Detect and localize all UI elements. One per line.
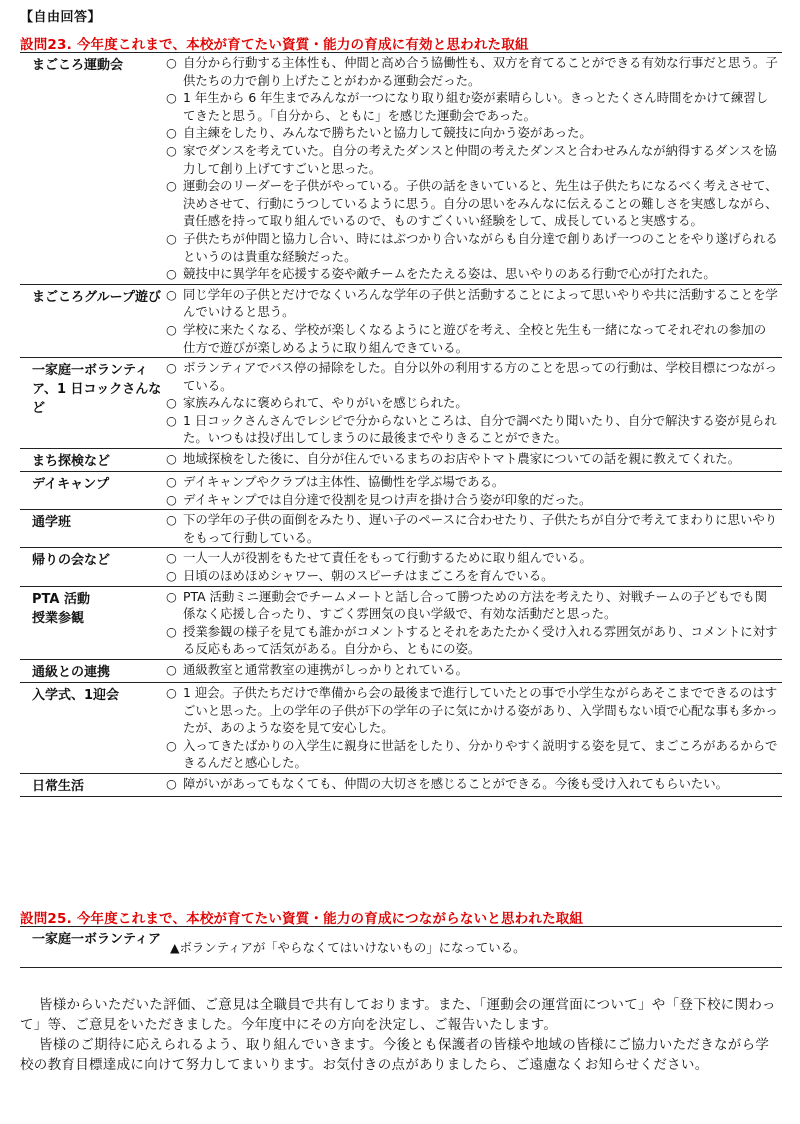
category-cell: 日常生活 (20, 773, 166, 796)
answer-item (166, 359, 778, 394)
table-row (20, 548, 782, 586)
circle-bullet-icon: ○ (166, 178, 177, 194)
table-row (20, 773, 782, 796)
answer-text: 授業参観の様子を見ても誰かがコメントするとそれをあたたかく受け入れる雰囲気があり、コメントに対する反応もあって活気がある。自分から、ともにの姿。 (183, 623, 778, 657)
table-row (20, 927, 782, 968)
circle-bullet-icon: ○ (166, 451, 177, 467)
answer-item (166, 511, 778, 546)
answer-cell (166, 683, 782, 774)
answer-cell (166, 548, 782, 586)
answer-item: ▲ボランティアが「やらなくてはいけないもの」になっている。 (170, 940, 526, 955)
circle-bullet-icon: ○ (166, 474, 177, 490)
circle-bullet-icon: ○ (166, 512, 177, 528)
answer-item (166, 230, 778, 265)
answer-item (166, 321, 778, 356)
answer-item (166, 473, 778, 491)
answer-cell (166, 53, 782, 285)
circle-bullet-icon: ○ (166, 266, 177, 282)
answer-text: 自分から行動する主体性も、仲間と高め合う協働性も、双方を育てることができる有効な行事だと思う。子供たちの力で創り上げたことがわかる運動会だった。 (183, 55, 778, 88)
answer-text: デイキャンプでは自分達で役割を見つけ声を掛け合う姿が印象的だった。 (183, 491, 592, 507)
answer-cell (166, 510, 782, 548)
answer-text: 地域探検をした後に、自分が住んでいるまちのお店やトマト農家についての話を親に教えてくれた。 (183, 451, 741, 467)
answer-item (166, 588, 778, 623)
answer-text: PTA 活動ミニ運動会でチームメートと話し合って勝つための方法を考えたり、対戦チームの子どもでも関係なく応援し合ったり、すごく雰囲気の良い学級で、有効な活動だと思った。 (183, 588, 768, 622)
category-cell: 帰りの会など (20, 548, 166, 586)
category-cell: まごころ運動会 (20, 53, 166, 285)
table-row (20, 449, 782, 472)
answer-text: 1 日コックさんさんでレシピで分からないところは、自分で調べたり聞いたり、自分で解決する姿が見られた。いつもは投げ出してしまうのに最後までやりきることができた。 (183, 412, 777, 446)
circle-bullet-icon: ○ (166, 623, 177, 639)
answer-item (166, 394, 778, 412)
table-row (20, 53, 782, 285)
category-cell: 一家庭一ボランティア (20, 927, 166, 968)
answer-item (166, 412, 778, 447)
answer-item (166, 684, 778, 737)
category-cell: まごころグループ遊び (20, 284, 166, 357)
answer-item (166, 549, 778, 567)
answer-text: 運動会のリーダーを子供がやっている。子供の話をきいていると、先生は子供たちになるべく考えさせて、決めさせて、行動にうつしているように思う。自分の思いをみんなに伝えることの難しさを実感しながら、責任感を持って取り組んでいるので、ものすごくいい経験をして、成長していると実感する。 (183, 178, 778, 229)
answer-text: 一人一人が役割をもたせて責任をもって行動するために取り組んでいる。 (183, 550, 592, 566)
answer-cell (166, 472, 782, 510)
category-cell: 通級との連携 (20, 660, 166, 683)
category-cell: 一家庭一ボランティア、1 日コックさんなど (20, 358, 166, 449)
answer-text: 入ってきたばかりの入学生に親身に世話をしたり、分かりやすく説明する姿を見て、まごころがあるからできるんだと感心した。 (183, 737, 778, 771)
circle-bullet-icon: ○ (166, 775, 177, 791)
answer-item (166, 450, 778, 468)
answer-text: 家でダンスを考えていた。自分の考えたダンスと仲間の考えたダンスと合わせみんなが納得するダンスを協力して創り上げてすごいと思った。 (183, 142, 777, 176)
circle-bullet-icon: ○ (166, 550, 177, 566)
table-row (20, 358, 782, 449)
answer-text: 子供たちが仲間と協力し合い、時にはぶつかり合いながらも自分達で創りあげ一つのことをやり遂げられるというのは貴重な経験だった。 (183, 230, 778, 264)
circle-bullet-icon: ○ (166, 568, 177, 584)
page-heading: 【自由回答】 (20, 10, 102, 25)
circle-bullet-icon: ○ (166, 286, 177, 302)
answer-item (166, 265, 778, 283)
question-25-title: 設問25. 今年度これまで、本校が育てたい資質・能力の育成につながらないと思われた取組 (20, 911, 584, 927)
circle-bullet-icon: ○ (166, 737, 177, 753)
answer-item (166, 89, 778, 124)
table-row (20, 472, 782, 510)
answer-item (166, 775, 778, 793)
circle-bullet-icon: ○ (166, 230, 177, 246)
answer-cell (166, 586, 782, 659)
answer-item (166, 623, 778, 658)
circle-bullet-icon: ○ (166, 491, 177, 507)
category-cell: デイキャンプ (20, 472, 166, 510)
circle-bullet-icon: ○ (166, 662, 177, 677)
circle-bullet-icon: ○ (166, 412, 177, 428)
answer-cell (166, 284, 782, 357)
answer-text: 障がいがあってもなくても、仲間の大切さを感じることができる。今後も受け入れてもらいたい。 (183, 775, 729, 791)
category-cell: 入学式、1迎会 (20, 683, 166, 774)
category-cell: 通学班 (20, 510, 166, 548)
answer-item (166, 142, 778, 177)
answer-cell (166, 358, 782, 449)
answer-text: 1 迎会。子供たちだけで準備から会の最後まで進行していたとの事で小学生ながらあそこまでできるのはすごいと思った。上の学年の子供が下の学年の子に気にかける姿があり、入学間もない頃で心配な事も多かったが、あのような姿を見て安心した。 (183, 685, 778, 736)
closing-message (20, 995, 782, 1075)
answer-item (166, 286, 778, 321)
answer-text: デイキャンプやクラブは主体性、協働性を学ぶ場である。 (183, 474, 505, 490)
answer-item (166, 54, 778, 89)
circle-bullet-icon: ○ (166, 360, 177, 376)
circle-bullet-icon: ○ (166, 321, 177, 337)
answer-text: 家族みんなに褒められて、やりがいを感じられた。 (183, 395, 468, 411)
answer-text: 自主練をしたり、みんなで勝ちたいと協力して競技に向かう姿があった。 (183, 125, 592, 141)
answer-text: 通級教室と通常教室の連携がしっかりとれている。 (183, 662, 468, 677)
closing-paragraph: 皆様からいただいた評価、ご意見は全職員で共有しております。また、「運動会の運営面について」や「登下校に関わって」等、ご意見をいただきました。今年度中にその方向を決定し、ご報告いたします。 (20, 997, 776, 1033)
question-23-table (20, 52, 782, 797)
circle-bullet-icon: ○ (166, 685, 177, 700)
table-row (20, 683, 782, 774)
answer-text: 1 年生から 6 年生までみんなが一つになり取り組む姿が素晴らしい。きっとたくさん時間をかけて練習してきたと思う。「自分から、ともに」を感じた運動会であった。 (183, 90, 769, 123)
circle-bullet-icon: ○ (166, 142, 177, 158)
question-23-title: 設問23. 今年度これまで、本校が育てたい資質・能力の育成に有効と思われた取組 (20, 37, 529, 53)
answer-item (166, 177, 778, 230)
table-row (20, 660, 782, 683)
answer-item (166, 124, 778, 142)
answer-text: 学校に来たくなる、学校が楽しくなるようにと遊びを考え、全校と先生も一緒になってそれぞれの参加の仕方で遊びが楽しめるように取り組んできている。 (183, 321, 767, 355)
answer-item (166, 737, 778, 772)
question-25-table (20, 926, 782, 968)
answer-text: 同じ学年の子供とだけでなくいろんな学年の子供と活動することによって思いやりや共に活動することを学んでいけると思う。 (183, 286, 778, 320)
answer-text: 競技中に異学年を応援する姿や敵チームをたたえる姿は、思いやりのある行動で心が打たれた。 (183, 266, 716, 282)
circle-bullet-icon: ○ (166, 125, 177, 141)
answer-cell (166, 927, 782, 968)
answer-item (166, 567, 778, 585)
answer-item (166, 661, 778, 679)
table-row (20, 510, 782, 548)
circle-bullet-icon: ○ (166, 55, 177, 70)
circle-bullet-icon: ○ (166, 90, 177, 106)
answer-text: 日頃のほめほめシャワー、朝のスピーチはまごころを育んでいる。 (183, 568, 554, 584)
answer-item (166, 491, 778, 509)
table-row (20, 586, 782, 659)
closing-paragraph: 皆様のご期待に応えられるよう、取り組んでいきます。今後とも保護者の皆様や地域の皆様にご協力いただきながら学校の教育目標達成に向けて努力してまいります。お気付きの点がありましたら、ご遠慮なくお知らせください。 (20, 1037, 770, 1073)
answer-text: ボランティアでバス停の掃除をした。自分以外の利用する方のことを思っての行動は、学校目標につながっている。 (183, 360, 777, 393)
table-row (20, 284, 782, 357)
circle-bullet-icon: ○ (166, 395, 177, 411)
circle-bullet-icon: ○ (166, 588, 177, 604)
answer-cell (166, 773, 782, 796)
answer-text: 下の学年の子供の面倒をみたり、遅い子のペースに合わせたり、子供たちが自分で考えてまわりに思いやりをもって行動している。 (183, 512, 778, 545)
category-cell: まち探検など (20, 449, 166, 472)
answer-cell (166, 660, 782, 683)
category-cell: PTA 活動 授業参観 (20, 586, 166, 659)
answer-cell (166, 449, 782, 472)
